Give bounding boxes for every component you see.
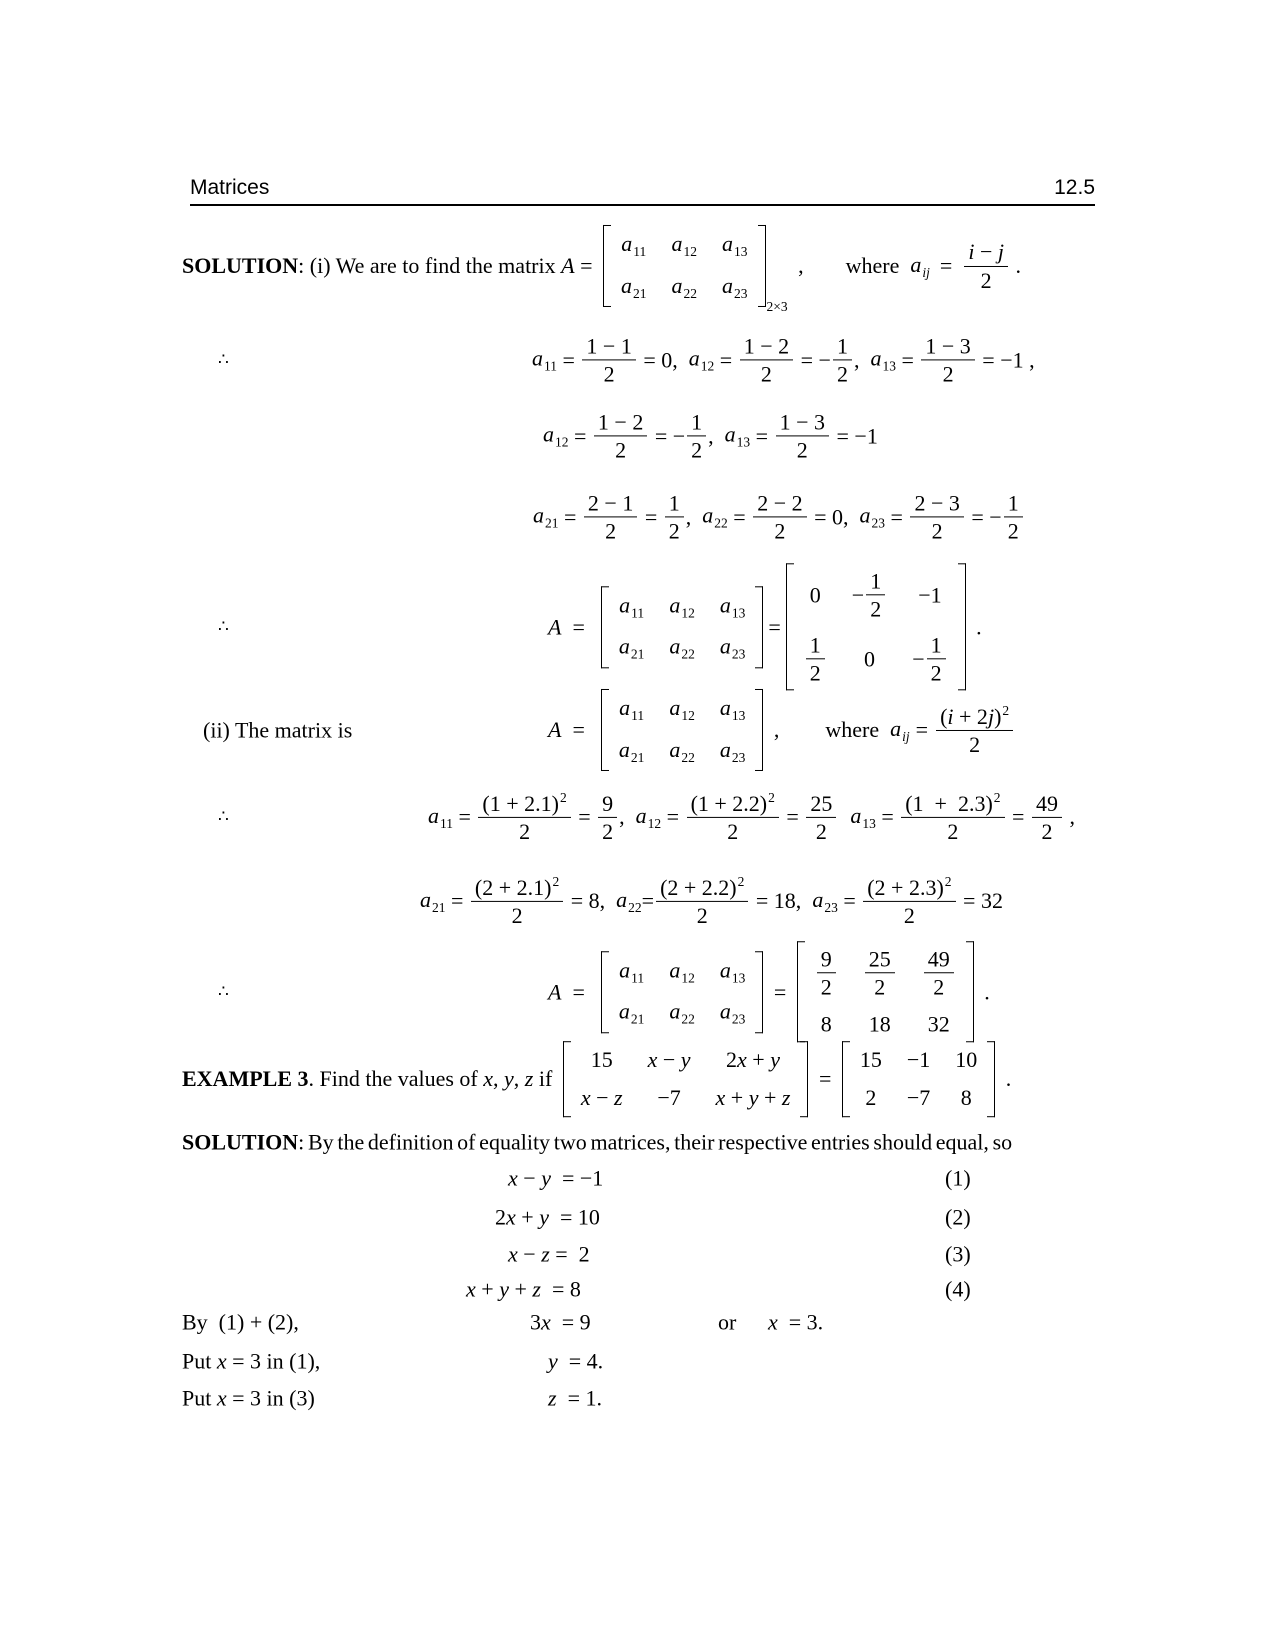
equation-body: 2 x + y = 10: [495, 1204, 600, 1230]
therefore-symbol: ∴: [218, 982, 229, 1002]
math-expression: A = $a_{11}$ $a_{12}$ $a_{13}$ $a_{21}$ $a_{22}$ $a_{23}$ = 9 2 25 2 49 2 8 18 32 .: [548, 941, 990, 1042]
example-3-statement: EXAMPLE 3 . Find the values of x , y , z if 15 x − y 2 x + y x − z −7 x + y + z = 15 −1 10 2 −7 8 .: [182, 1041, 1011, 1117]
math-expression: $a_{12}$ = $\frac{1 - 2}{2}$ = − $\frac{1}{2}$ , $a_{13}$ = $\frac{1 - 3}{2}$ = −1: [543, 409, 878, 463]
matrix: $a_{11}$ $a_{12}$ $a_{13}$ $a_{21}$ $a_{22}$ $a_{23}$: [601, 586, 764, 668]
matrix: $a_{11}$ $a_{12}$ $a_{13}$ $a_{21}$ $a_{22}$ $a_{23}$: [601, 951, 764, 1033]
running-title: Matrices: [190, 176, 270, 199]
part-ii-label: (ii) The matrix is: [203, 717, 353, 743]
solution-eq-statement: SOLUTION : By the definition of equality two matrices, their respective entries should equal, so: [182, 1129, 1013, 1155]
equation-body: x + y + z = 8: [466, 1276, 581, 1302]
equation-number: (2): [945, 1204, 971, 1230]
or-word: or: [718, 1309, 737, 1335]
therefore-symbol: ∴: [218, 350, 229, 370]
step-label: By (1) + (2),: [182, 1309, 299, 1335]
matrix: $a_{11}$ $a_{12}$ $a_{13}$ $a_{21}$ $a_{22}$ $a_{23}$: [601, 689, 764, 771]
page-header: [190, 176, 1095, 206]
math-expression: A = $a_{11}$ $a_{12}$ $a_{13}$ $a_{21}$ $a_{22}$ $a_{23}$ , where $a_{ij}$ = $(i + 2j)^2$ 2: [548, 689, 1015, 771]
equation-number: (1): [945, 1165, 971, 1191]
matrix: 9 2 25 2 49 2 8 18 32: [797, 941, 974, 1042]
therefore-symbol: ∴: [218, 807, 229, 827]
math-expression: $a_{21}$ = $\frac{(2 + 2.1)^2}{2}$ = 8, $a_{22}$ = $\frac{(2 + 2.2)^2}{2}$ = 18, $a_{23}$ = $\frac{(2 + 2.3)^2}{2}$ = 32: [420, 873, 1003, 928]
x-value: x = 3.: [768, 1309, 824, 1335]
step-label: Put x = 3 in (3): [182, 1385, 315, 1411]
solution-i-statement: SOLUTION : (i) We are to find the matrix A = $a_{11}$ $a_{12}$ $a_{13}$ $a_{21}$ $a_{22}$ $a_{23}$ 2×3 , where $a_{ij}$ = i − j 2 .: [182, 225, 1021, 307]
equation-number: (4): [945, 1276, 971, 1302]
equation-body: x − y = −1: [508, 1165, 604, 1191]
equation-body: x − z = 2: [508, 1241, 590, 1267]
matrix: 15 −1 10 2 −7 8: [842, 1041, 995, 1117]
matrix: $a_{11}$ $a_{12}$ $a_{13}$ $a_{21}$ $a_{22}$ $a_{23}$ 2×3: [603, 225, 788, 307]
matrix: 0 − $\frac{1}{2}$ −1 1 2 0 − $\frac{1}{2}$: [786, 563, 966, 690]
therefore-symbol: ∴: [218, 617, 229, 637]
step-result: 3 x = 9: [530, 1309, 591, 1335]
matrix: 15 x − y 2 x + y x − z −7 x + y + z: [563, 1041, 809, 1117]
math-expression: $a_{11}$ = $\frac{1 - 1}{2}$ = 0, $a_{12}$ = $\frac{1 - 2}{2}$ = − $\frac{1}{2}$ , $a_{13}$ = $\frac{1 - 3}{2}$ = −1 ,: [532, 333, 1035, 387]
step-label: Put x = 3 in (1),: [182, 1348, 321, 1374]
math-expression: $a_{11}$ = $\frac{(1 + 2.1)^2}{2}$ = $\frac{9}{2}$ , $a_{12}$ = $\frac{(1 + 2.2)^2}{2}$ = $\frac{25}{2}$ $a_{13}$ = $\frac{(1 + 2.3)^2}{2}$ = $\frac{49}{2}$ ,: [428, 789, 1075, 844]
z-value: z = 1.: [548, 1385, 602, 1411]
math-expression: A = $a_{11}$ $a_{12}$ $a_{13}$ $a_{21}$ $a_{22}$ $a_{23}$ = 0 − $\frac{1}{2}$ −1 1 2 0 − $\frac{1}{2}$ .: [548, 563, 982, 690]
page-number: 12.5: [1054, 176, 1095, 199]
equation-number: (3): [945, 1241, 971, 1267]
math-expression: $a_{21}$ = $\frac{2 - 1}{2}$ = $\frac{1}{2}$ , $a_{22}$ = $\frac{2 - 2}{2}$ = 0, $a_{23}$ = $\frac{2 - 3}{2}$ = − $\frac{1}{2}$: [533, 491, 1025, 542]
y-value: y = 4.: [548, 1348, 604, 1374]
